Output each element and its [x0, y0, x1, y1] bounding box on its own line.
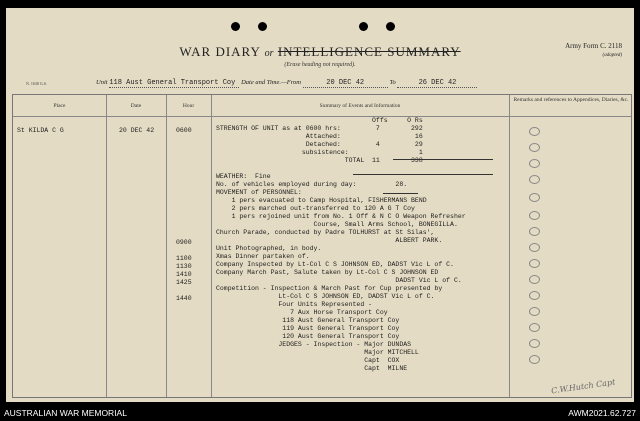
unit-line: [96, 78, 616, 88]
entry-hour: 0900: [176, 239, 192, 246]
summary-line: Competition - Inspection & March Past for Cup presented by: [216, 285, 443, 292]
summary-line: 118 Aust General Transport Coy: [216, 317, 400, 324]
summary-line: subsistence: 1: [216, 149, 423, 156]
summary-line: Church Parade, conducted by Padre TOLHURST at St Silas',: [216, 229, 435, 236]
handwritten-signature: C.W.Hutch Capt: [550, 377, 616, 396]
summary-line: Attached: 16: [216, 133, 423, 140]
form-note: (adapted): [602, 53, 622, 58]
summary-line: Offs O Rs: [216, 117, 423, 124]
summary-line: Detached: 4 29: [216, 141, 423, 148]
summary-line: 119 Aust General Transport Coy: [216, 325, 400, 332]
remark-mark: [529, 275, 540, 284]
remark-mark: [529, 259, 540, 268]
remark-mark: [529, 323, 540, 332]
summary-line: JEDGES - Inspection - Major DUNDAS: [216, 341, 412, 348]
summary-line: Capt MILNE: [216, 365, 408, 372]
remark-mark: [529, 227, 540, 236]
remark-mark: [529, 307, 540, 316]
title-main: WAR DIARY: [179, 44, 261, 59]
remark-mark: [529, 211, 540, 220]
punch-hole: [258, 22, 267, 31]
punch-hole: [386, 22, 395, 31]
form-number-text: Army Form C. 2118: [565, 42, 622, 50]
vehicles-underline: [383, 193, 418, 194]
header-remarks: Remarks and references to Appendices, Diaries, &c.: [513, 97, 629, 103]
remark-mark: [529, 243, 540, 252]
summary-line: Four Units Represented -: [216, 301, 373, 308]
unit-label: Unit: [96, 79, 108, 86]
total-underline: [353, 174, 493, 175]
summary-line: Capt COX: [216, 357, 400, 364]
date-label: Date and Time.—From: [241, 79, 301, 86]
header-place: Place: [53, 103, 66, 109]
total-rule: [393, 159, 493, 160]
remark-mark: [529, 159, 540, 168]
entry-place: St KILDA C G: [17, 127, 64, 134]
remark-mark: [529, 355, 540, 364]
footer-source: AUSTRALIAN WAR MEMORIAL: [4, 408, 127, 418]
header-hour: Hour: [182, 103, 195, 109]
remark-mark: [529, 291, 540, 300]
summary-line: Unit Photographed, in body.: [216, 245, 322, 252]
summary-line: WEATHER: Fine: [216, 173, 271, 180]
remark-mark: [529, 193, 540, 202]
summary-line: Course, Small Arms School, BONEGILLA.: [216, 221, 458, 228]
entry-hour: 1425: [176, 279, 192, 286]
to-label: To: [389, 79, 396, 86]
summary-line: STRENGTH OF UNIT as at 0600 hrs: 7 292: [216, 125, 423, 132]
summary-line: Company Inspected by Lt-Col C S JOHNSON ED, DADST Vic L of C.: [216, 261, 454, 268]
remark-mark: [529, 127, 540, 136]
form-number: [565, 42, 622, 60]
entry-hour: 1100: [176, 255, 192, 262]
punch-hole: [359, 22, 368, 31]
form-title: [6, 44, 634, 60]
punch-hole: [231, 22, 240, 31]
remark-mark: [529, 175, 540, 184]
summary-line: Major MITCHELL: [216, 349, 419, 356]
diary-table: [12, 94, 632, 398]
summary-line: 2 pers marched out-transferred to 120 A G T Coy: [216, 205, 415, 212]
summary-line: ALBERT PARK.: [216, 237, 443, 244]
summary-line: DADST Vic L of C.: [216, 277, 462, 284]
entry-hour: 1440: [176, 295, 192, 302]
summary-line: 1 pers rejoined unit from No. 1 Off & N C O Weapon Refresher: [216, 213, 466, 220]
header-summary: Summary of Events and Information: [319, 103, 401, 109]
header-date: Date: [130, 103, 142, 109]
date-to: 26 DEC 42: [397, 79, 477, 88]
entry-hour: 1410: [176, 271, 192, 278]
unit-value: 118 Aust General Transport Coy: [109, 79, 239, 88]
summary-line: TOTAL 11 338: [216, 157, 423, 164]
remark-mark: [529, 339, 540, 348]
date-from: 20 DEC 42: [303, 79, 388, 88]
entry-date: 20 DEC 42: [119, 127, 155, 134]
form-subtitle: (Erase heading not required).: [284, 62, 356, 68]
form-code: N. 1638 G.S.: [26, 81, 48, 86]
summary-line: Lt-Col C S JOHNSON ED, DADST Vic L of C.: [216, 293, 435, 300]
footer-accession-number: AWM2021.62.727: [568, 408, 636, 418]
summary-line: 120 Aust General Transport Coy: [216, 333, 400, 340]
summary-line: Company March Past, Salute taken by Lt-Col C S JOHNSON ED: [216, 269, 439, 276]
summary-line: No. of vehicles employed during day: 28.: [216, 181, 408, 188]
diary-page: [6, 8, 634, 402]
entry-hour: 0600: [176, 127, 192, 134]
entry-hour: 1130: [176, 263, 192, 270]
title-or: or: [264, 48, 274, 59]
summary-line: Xmas Dinner partaken of.: [216, 253, 310, 260]
title-struck: INTELLIGENCE SUMMARY: [277, 44, 461, 59]
summary-line: 7 Aux Horse Transport Coy: [216, 309, 388, 316]
summary-line: 1 pers evacuated to Camp Hospital, FISHERMANS BEND: [216, 197, 427, 204]
remark-mark: [529, 143, 540, 152]
summary-line: MOVEMENT of PERSONNEL:: [216, 189, 302, 196]
